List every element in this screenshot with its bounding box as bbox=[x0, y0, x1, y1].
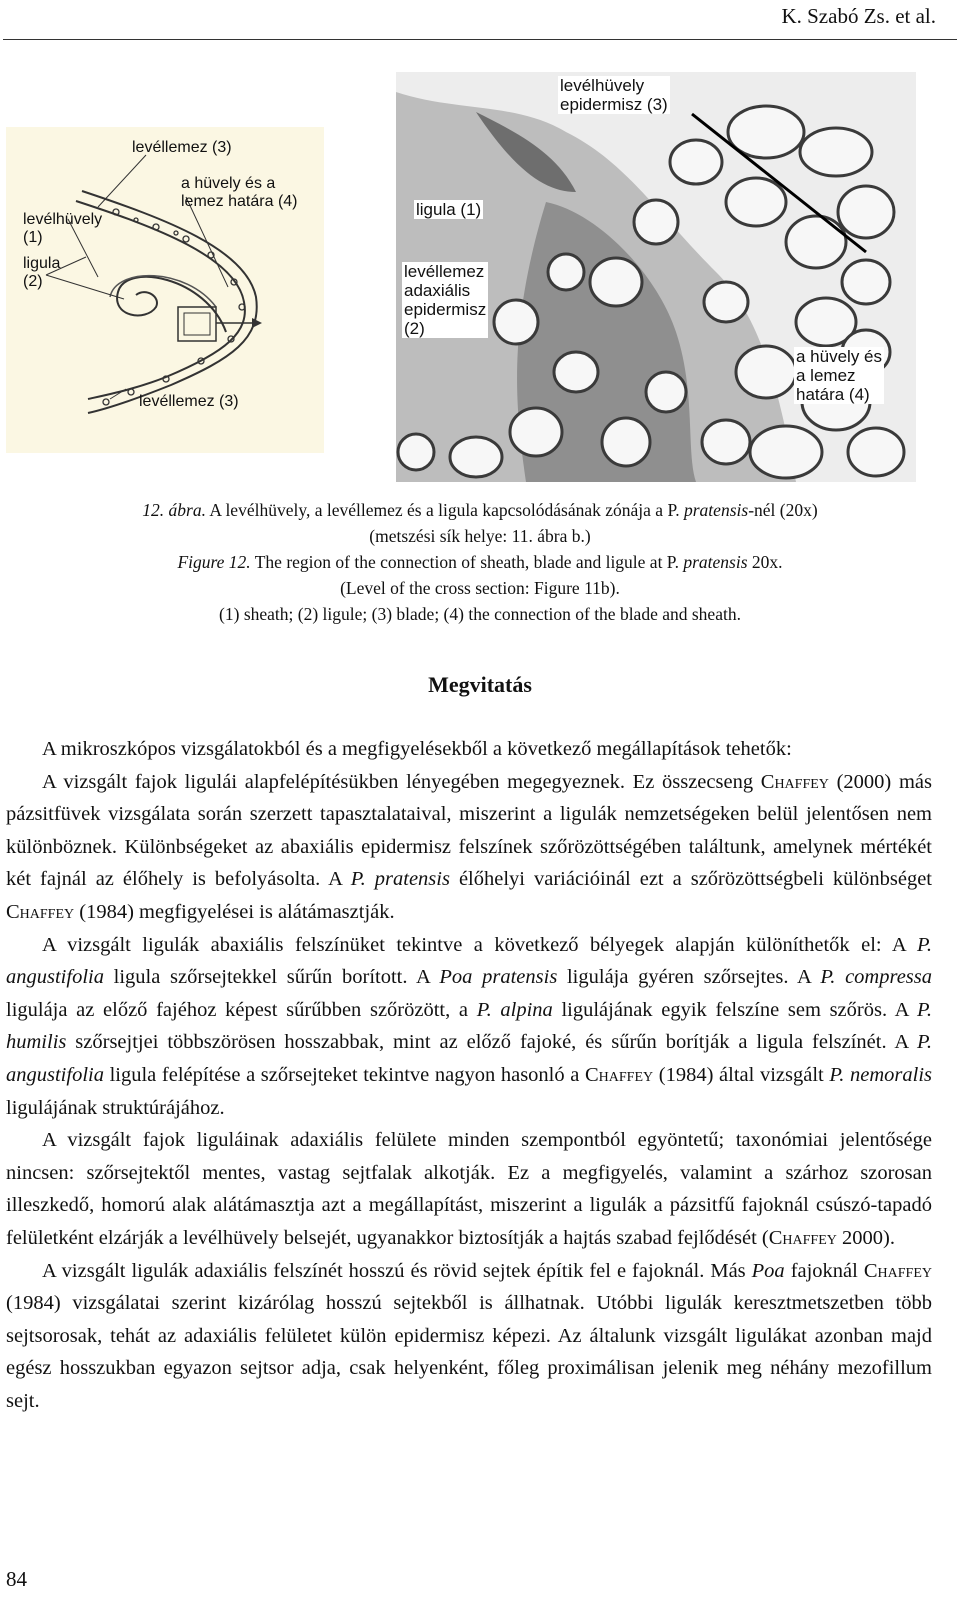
schematic-figure bbox=[6, 127, 324, 453]
running-header: K. Szabó Zs. et al. bbox=[781, 4, 936, 28]
caption-hu-text-end: -nél (20x) bbox=[748, 500, 818, 520]
header-rule bbox=[3, 39, 957, 40]
figure-caption bbox=[0, 497, 960, 627]
caption-hu-species: pratensis bbox=[684, 500, 749, 520]
caption-en-text: The region of the connection of sheath, blade and ligule at P. bbox=[250, 552, 684, 572]
author-citation: Chaffey bbox=[584, 1063, 654, 1086]
paragraph-3: A vizsgált ligulák abaxiális felszínüket tekintve a következő bélyegek alapján különíthetők el: A P. angustifolia ligula szőrsejtekkel sűrűn borított. A Poa pratensis ligulája gyéren szőrsejtes. A P. compressa ligulája az előző fajéhoz képest sűrűbben szőrözött, a P. alpina ligulájának egyik felszíne sem szőrös. A P. humilis szőrsejtjei többszörösen hosszabbak, mint az előző fajoké, és sűrűn borítják a ligula felszínét. A P. angustifolia ligula felépítése a szőrsejteket tekintve nagyon hasonló a Chaffey (1984) által vizsgált P. nemoralis ligulájának struktúrájához. bbox=[6, 933, 932, 1119]
caption-hu-number: 12. ábra. bbox=[142, 500, 206, 520]
body-text bbox=[6, 733, 932, 1417]
label-sheath-epidermis: levélhüvely epidermisz (3) bbox=[560, 76, 668, 114]
caption-en-line2: (Level of the cross section: Figure 11b). bbox=[340, 578, 620, 598]
label-blade-bottom: levéllemez (3) bbox=[139, 393, 239, 410]
paragraph-1: A mikroszkópos vizsgálatokból és a megfigyelésekből a következő megállapítások tehetők: bbox=[42, 738, 792, 760]
caption-hu-text: A levélhüvely, a levéllemez és a ligula kapcsolódásának zónája a P. bbox=[205, 500, 684, 520]
author-citation: Chaffey bbox=[6, 900, 75, 923]
caption-en-line1 bbox=[0, 549, 960, 575]
caption-en-text-end: 20x. bbox=[747, 552, 783, 572]
label-junction: a hüvely és a lemez határa (4) bbox=[181, 175, 298, 210]
label-blade-top: levéllemez (3) bbox=[132, 139, 232, 156]
label-junction: a hüvely és a lemez határa (4) bbox=[796, 347, 882, 404]
author-citation: Chaffey bbox=[760, 770, 829, 793]
paragraph-2: A vizsgált fajok ligulái alapfelépítésükben lényegében megegyeznek. Ez összecseng Chaffey (2000) más pázsitfüvek vizsgálata során szerzett tapasztalataival, miszerint a ligulák nemzetségeken belül jelentősen nem különböznek. Különbségeket az abaxiális epidermisz felszínek szőrözöttségében találtunk, amelynek mértékét két fajnál az élőhely is befolyásolta. A P. pratensis élőhelyi variációinál ezt a szőrözöttségbeli különbséget Chaffey (1984) megfigyelései is alátámasztják. bbox=[6, 770, 932, 923]
caption-en-number: Figure 12. bbox=[177, 552, 251, 572]
author-citation: Chaffey bbox=[768, 1226, 837, 1249]
section-title: Megvitatás bbox=[428, 672, 532, 697]
caption-hu-line1 bbox=[0, 497, 960, 523]
caption-hu-line2: (metszési sík helye: 11. ábra b.) bbox=[369, 526, 591, 546]
label-ligule: ligula (1) bbox=[416, 200, 482, 219]
micrograph-figure bbox=[396, 72, 916, 482]
label-adaxial-epidermis: levéllemez adaxiális epidermisz (2) bbox=[404, 262, 487, 338]
page-number: 84 bbox=[6, 1567, 27, 1591]
author-citation: Chaffey bbox=[863, 1259, 932, 1282]
paragraph-5: A vizsgált ligulák adaxiális felszínét hosszú és rövid sejtek építik fel e fajoknál. Más Poa fajoknál Chaffey (1984) vizsgálatai szerint kizárólag hosszú sejtekből is állhatnak. Utóbbi ligulák keresztmetszetben több sejtsorosak, tehát az adaxiális felületet külön epidermisz képezi. Az általunk vizsgált ligulákat azonban majd egész hosszukban egyazon sejtsor adja, csak helyenként, főleg proximálisan jelenik meg néhány mezofillum sejt. bbox=[6, 1259, 932, 1412]
paragraph-4: A vizsgált fajok liguláinak adaxiális felülete minden szempontból egyöntetű; taxonómiai jelentősége nincsen: szőrsejtektől mentes, vastag sejtfalak alkotják. Ez a megfigyelés, valamint a szárhoz szorosan illeszkedő, homorú alak alátámasztja azt a megállapítást, miszerint a ligulák a pázsitfű fajoknál csúszó-tapadó felületként elzárják a levélhüvely belsejét, ugyanakkor biztosítják a hajtás szabad fejlődését (Chaffey 2000). bbox=[6, 1129, 932, 1249]
caption-en-species: pratensis bbox=[683, 552, 748, 572]
caption-en-line3: (1) sheath; (2) ligule; (3) blade; (4) the connection of the blade and sheath. bbox=[219, 604, 741, 624]
label-sheath: levélhüvely (1) bbox=[23, 211, 103, 246]
label-ligule: ligula (2) bbox=[23, 255, 61, 290]
